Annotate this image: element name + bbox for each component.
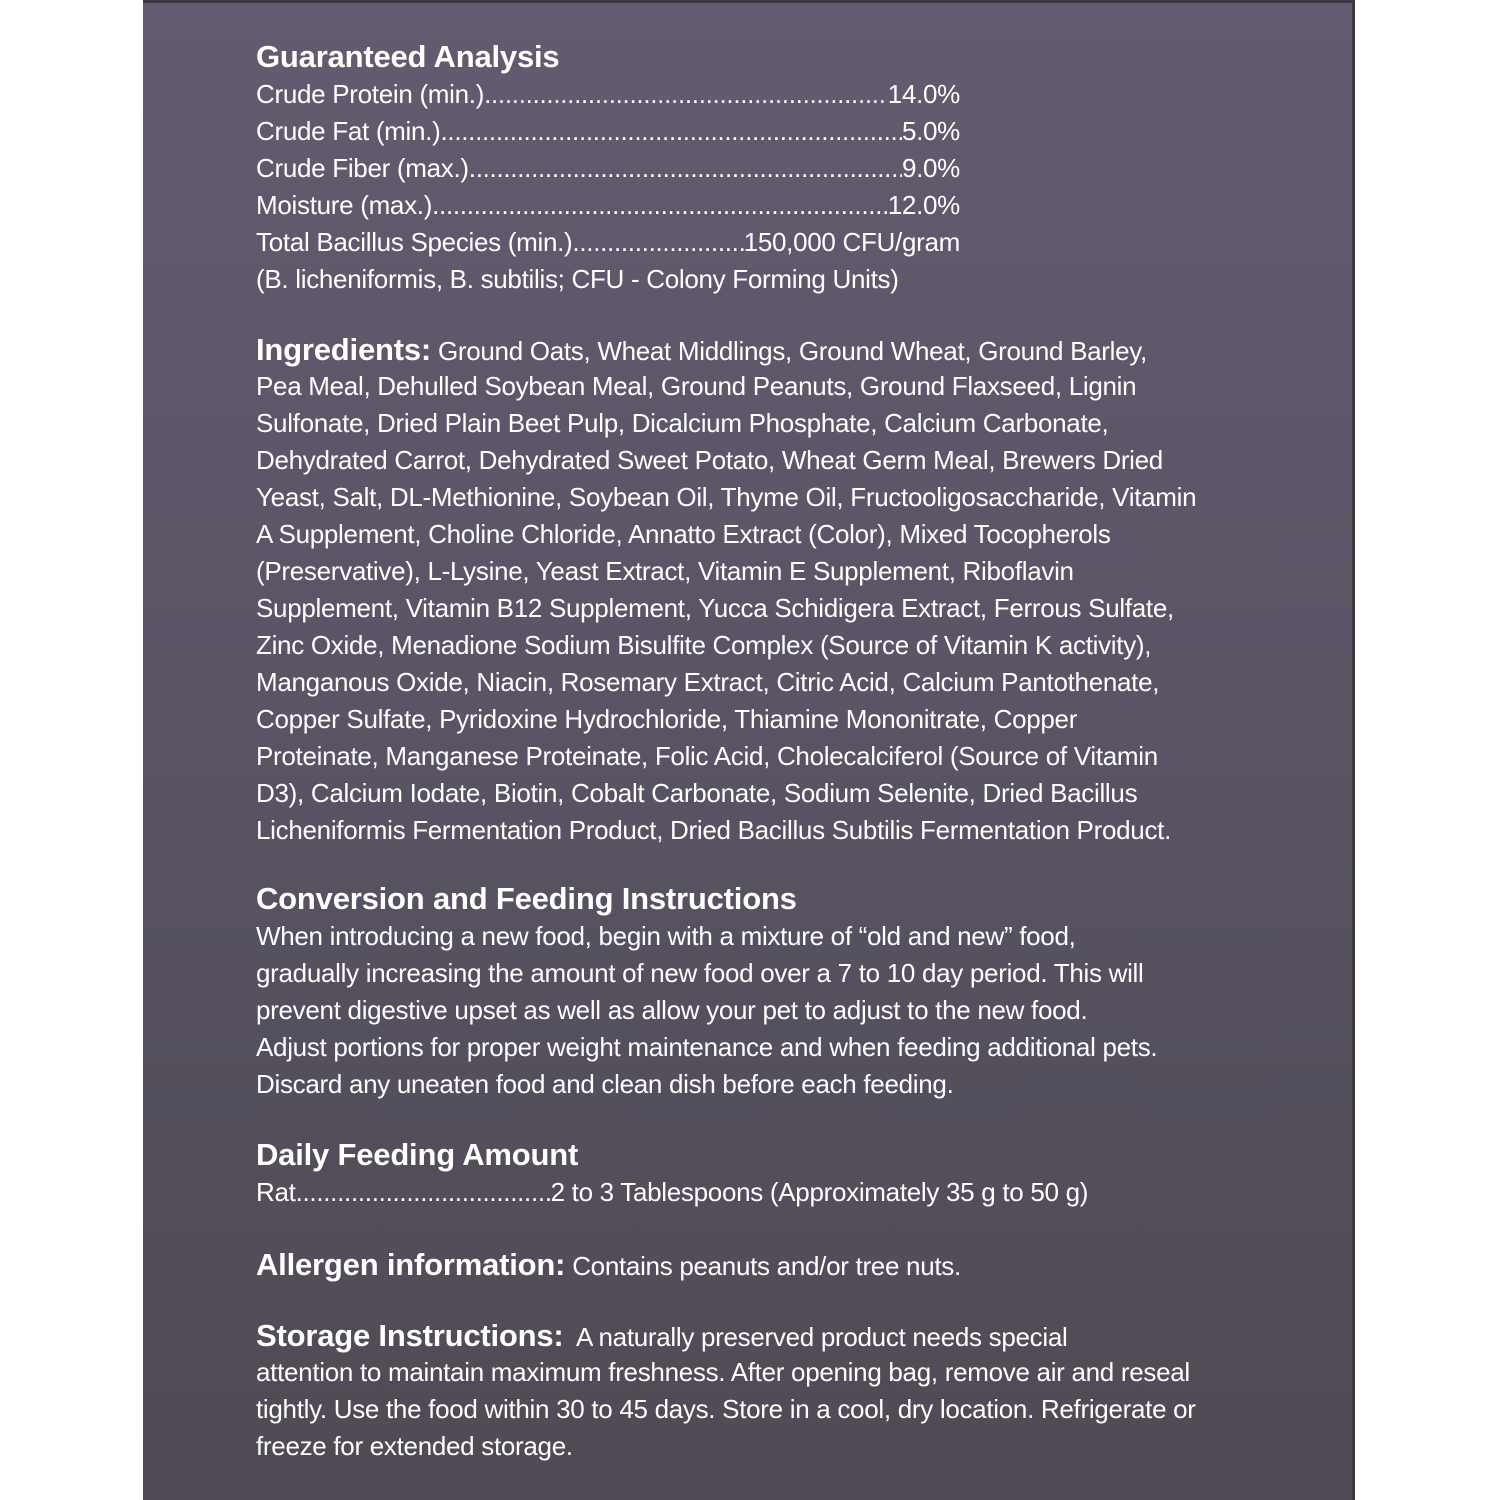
ingredients-label: Ingredients: (256, 332, 432, 367)
ingredients-line: Zinc Oxide, Menadione Sodium Bisulfite Complex (Source of Vitamin K activity), (256, 630, 1152, 660)
analysis-value: 150,000 CFU/gram (743, 227, 960, 257)
conversion-line: Adjust portions for proper weight maintenance and when feeding additional pets. (256, 1032, 1158, 1062)
allergen-section (256, 1246, 961, 1283)
conversion-line: Discard any uneaten food and clean dish before each feeding. (256, 1069, 954, 1099)
ingredients-line: Yeast, Salt, DL-Methionine, Soybean Oil, Thyme Oil, Fructooligosaccharide, Vitamin (256, 482, 1197, 512)
conversion-line: gradually increasing the amount of new food over a 7 to 10 day period. This will (256, 958, 1144, 988)
analysis-row (256, 224, 960, 261)
analysis-label: Crude Protein (min.) (256, 79, 485, 109)
analysis-value: 9.0% (901, 153, 960, 183)
leader-dots (469, 150, 902, 187)
ingredients-line: Ground Oats, Wheat Middlings, Ground Wheat, Ground Barley, (431, 336, 1147, 366)
storage-line: attention to maintain maximum freshness. After opening bag, remove air and reseal (256, 1357, 1190, 1387)
storage-section (256, 1317, 1196, 1465)
daily-feeding-section (256, 1136, 1088, 1211)
conversion-title: Conversion and Feeding Instructions (256, 881, 797, 916)
storage-label: Storage Instructions: (256, 1318, 564, 1353)
leader-dots (484, 76, 888, 113)
leader-dots (432, 187, 888, 224)
storage-line: freeze for extended storage. (256, 1431, 573, 1461)
ingredients-line: Sulfonate, Dried Plain Beet Pulp, Dicalcium Phosphate, Calcium Carbonate, (256, 408, 1109, 438)
guaranteed-analysis-title: Guaranteed Analysis (256, 39, 560, 74)
allergen-text: Contains peanuts and/or tree nuts. (565, 1251, 961, 1281)
leader-dots (296, 1174, 551, 1211)
ingredients-line: Pea Meal, Dehulled Soybean Meal, Ground Peanuts, Ground Flaxseed, Lignin (256, 371, 1137, 401)
feeding-amount: 2 to 3 Tablespoons (Approximately 35 g to 50 g) (550, 1177, 1089, 1207)
storage-line: tightly. Use the food within 30 to 45 days. Store in a cool, dry location. Refrigerate or (256, 1394, 1196, 1424)
ingredients-first-line (256, 331, 1196, 368)
guaranteed-analysis-section (256, 38, 960, 298)
analysis-value: 12.0% (887, 190, 960, 220)
ingredients-line: (Preservative), L-Lysine, Yeast Extract, Vitamin E Supplement, Riboflavin (256, 556, 1074, 586)
leader-dots (572, 224, 743, 261)
analysis-value: 14.0% (887, 79, 960, 109)
ingredients-line: Copper Sulfate, Pyridoxine Hydrochloride, Thiamine Mononitrate, Copper (256, 704, 1078, 734)
ingredients-line: Dehydrated Carrot, Dehydrated Sweet Potato, Wheat Germ Meal, Brewers Dried (256, 445, 1163, 475)
conversion-section (256, 880, 1157, 1103)
analysis-row (256, 187, 960, 224)
analysis-row (256, 150, 960, 187)
ingredients-line: D3), Calcium Iodate, Biotin, Cobalt Carbonate, Sodium Selenite, Dried Bacillus (256, 778, 1138, 808)
analysis-label: Total Bacillus Species (min.) (256, 227, 573, 257)
analysis-row (256, 76, 960, 113)
analysis-value: 5.0% (901, 116, 960, 146)
ingredients-line: A Supplement, Choline Chloride, Annatto Extract (Color), Mixed Tocopherols (256, 519, 1111, 549)
analysis-label: Crude Fat (min.) (256, 116, 441, 146)
daily-feeding-title: Daily Feeding Amount (256, 1137, 579, 1172)
analysis-label: Moisture (max.) (256, 190, 433, 220)
ingredients-line: Proteinate, Manganese Proteinate, Folic Acid, Cholecalciferol (Source of Vitamin (256, 741, 1158, 771)
feeding-row (256, 1174, 1088, 1211)
ingredients-line: Supplement, Vitamin B12 Supplement, Yucca Schidigera Extract, Ferrous Sulfate, (256, 593, 1174, 623)
ingredients-line: Licheniformis Fermentation Product, Dried Bacillus Subtilis Fermentation Product. (256, 815, 1171, 845)
analysis-row (256, 113, 960, 150)
allergen-label: Allergen information: (256, 1247, 566, 1282)
conversion-line: prevent digestive upset as well as allow your pet to adjust to the new food. (256, 995, 1088, 1025)
analysis-label: Crude Fiber (max.) (256, 153, 469, 183)
ingredients-section (256, 331, 1196, 849)
ingredients-line: Manganous Oxide, Niacin, Rosemary Extract, Citric Acid, Calcium Pantothenate, (256, 667, 1160, 697)
storage-line: A naturally preserved product needs special (563, 1322, 1068, 1352)
feeding-animal: Rat (256, 1177, 296, 1207)
conversion-line: When introducing a new food, begin with a mixture of “old and new” food, (256, 921, 1076, 951)
analysis-note: (B. licheniformis, B. subtilis; CFU - Colony Forming Units) (256, 264, 899, 294)
leader-dots (440, 113, 901, 150)
